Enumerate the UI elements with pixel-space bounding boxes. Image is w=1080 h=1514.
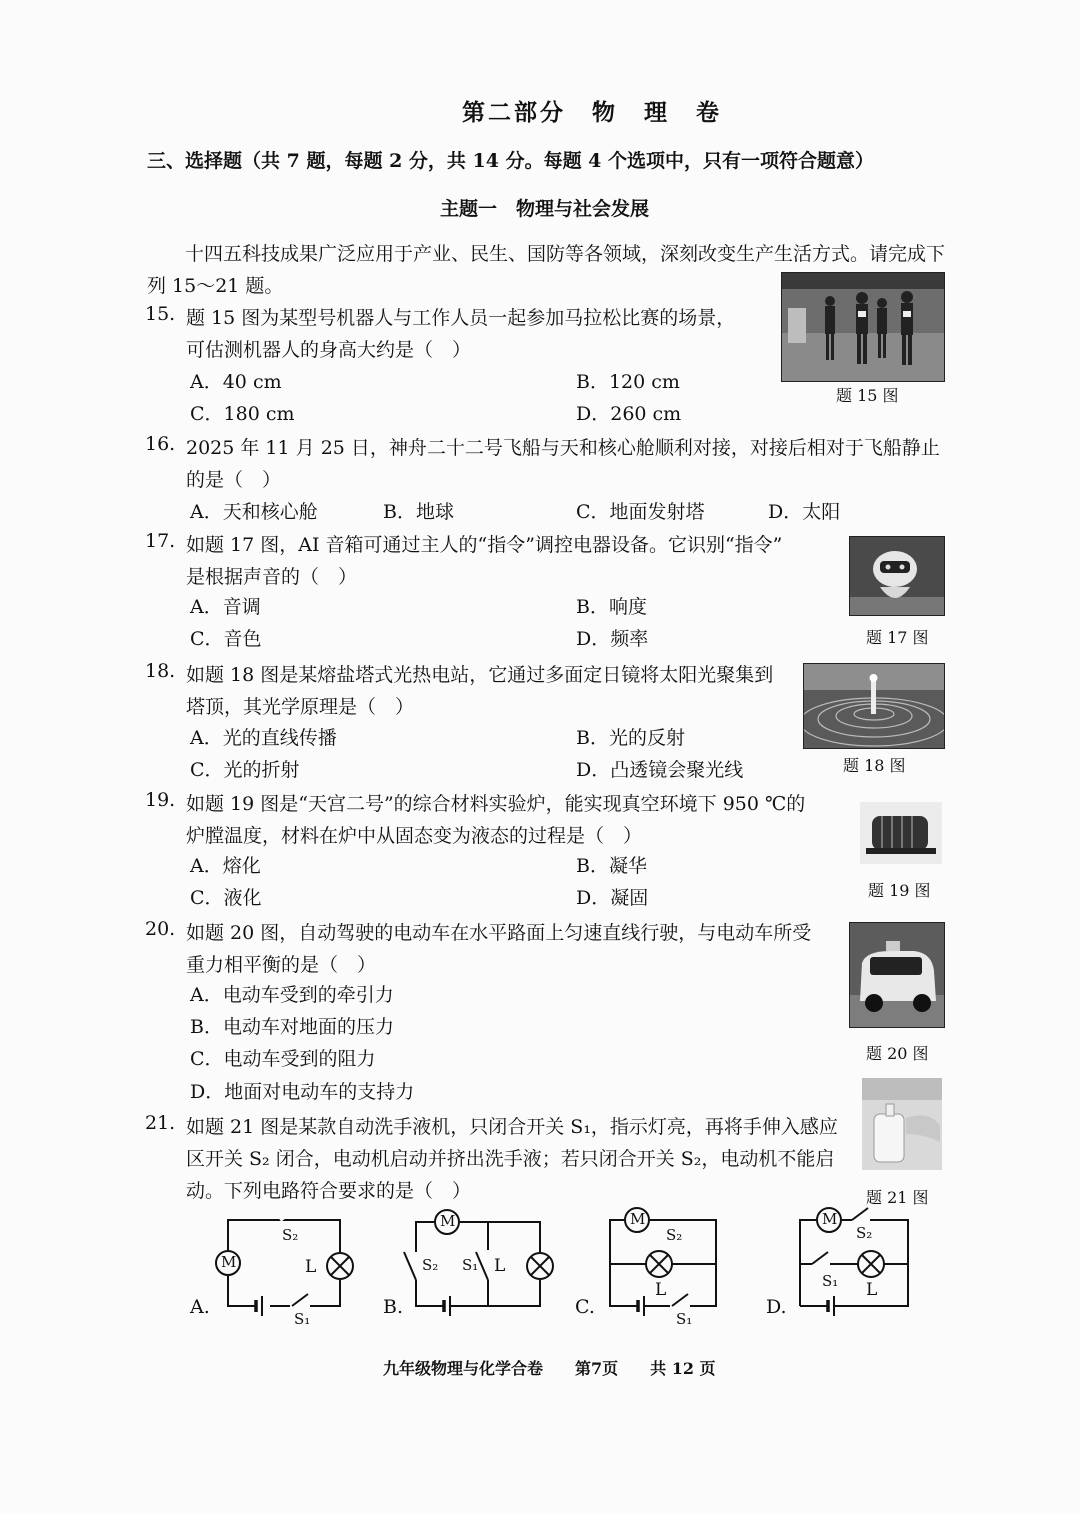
option-a: A．电动车受到的牵引力 <box>190 984 394 1006</box>
circuit-d <box>800 1208 908 1316</box>
figure-19-furnace-photo <box>860 802 942 864</box>
question-number: 21. <box>145 1112 176 1134</box>
page-footer: 九年级物理与化学合卷 第7页 共 12 页 <box>383 1359 716 1378</box>
option-c: C．音色 <box>190 628 262 650</box>
question-text: 的是（ ） <box>186 469 282 491</box>
question-text: 如题 21 图是某款自动洗手液机，只闭合开关 S₁，指示灯亮，再将手伸入感应 <box>186 1116 838 1138</box>
question-text: 如题 19 图是“天宫二号”的综合材料实验炉，能实现真空环境下 950 ℃的 <box>186 793 806 815</box>
circuit-b-s2-label: S₂ <box>422 1256 439 1274</box>
option-b: B．电动车对地面的压力 <box>190 1016 394 1038</box>
circuit-b-m-label: M <box>440 1212 456 1230</box>
circuit-c-s2-label: S₂ <box>666 1226 683 1244</box>
figure-caption: 题 19 图 <box>868 881 931 900</box>
part-title: 第二部分 物 理 卷 <box>462 99 722 126</box>
question-number: 18. <box>145 660 176 682</box>
question-text: 动。下列电路符合要求的是（ ） <box>186 1180 472 1202</box>
option-d: D．凸透镜会聚光线 <box>576 759 744 781</box>
option-d: D．260 cm <box>576 403 682 425</box>
circuit-a-m-label: M <box>221 1253 237 1271</box>
figure-18-solar-tower-photo <box>803 663 945 749</box>
option-a: A．40 cm <box>190 371 282 393</box>
question-number: 15. <box>145 303 176 325</box>
option-b: B. <box>383 1296 404 1318</box>
circuit-c-s1-label: S₁ <box>676 1310 693 1328</box>
question-number: 17. <box>145 530 176 552</box>
question-text: 可估测机器人的身高大约是（ ） <box>186 339 472 361</box>
circuit-diagrams <box>0 1200 1080 1330</box>
circuit-d-s1-label: S₁ <box>822 1272 839 1290</box>
circuit-d-s2-label: S₂ <box>856 1224 873 1242</box>
option-c: C．液化 <box>190 887 262 909</box>
option-d: D．太阳 <box>768 501 841 523</box>
intro-line-1: 十四五科技成果广泛应用于产业、民生、国防等各领域，深刻改变生产生活方式。请完成下 <box>185 243 946 265</box>
option-a: A．光的直线传播 <box>190 727 337 749</box>
question-text: 塔顶，其光学原理是（ ） <box>186 696 415 718</box>
circuit-d-m-label: M <box>822 1210 838 1228</box>
figure-15-marathon-photo <box>781 272 945 382</box>
option-a: A．天和核心舱 <box>190 501 318 523</box>
circuit-c-l-label: L <box>655 1280 667 1300</box>
theme-heading: 主题一 物理与社会发展 <box>440 198 650 220</box>
option-b: B．光的反射 <box>576 727 685 749</box>
option-c: C．光的折射 <box>190 759 300 781</box>
circuit-c-m-label: M <box>630 1210 646 1228</box>
question-text: 如题 17 图，AI 音箱可通过主人的“指令”调控电器设备。它识别“指令” <box>186 534 783 556</box>
question-text: 2025 年 11 月 25 日，神舟二十二号飞船与天和核心舱顺利对接，对接后相对于飞船静止 <box>186 437 940 459</box>
circuit-b-l-label: L <box>494 1256 506 1276</box>
question-text: 是根据声音的（ ） <box>186 566 358 588</box>
option-a: A. <box>190 1296 210 1318</box>
question-text: 区开关 S₂ 闭合，电动机启动并挤出洗手液；若只闭合开关 S₂，电动机不能启 <box>186 1148 835 1170</box>
option-a: A．熔化 <box>190 855 261 877</box>
question-number: 20. <box>145 918 176 940</box>
figure-21-soap-dispenser-photo <box>862 1078 942 1170</box>
option-d: D．凝固 <box>576 887 649 909</box>
question-text: 炉膛温度，材料在炉中从固态变为液态的过程是（ ） <box>186 825 643 847</box>
option-b: B．凝华 <box>576 855 647 877</box>
option-c: C．电动车受到的阻力 <box>190 1048 376 1070</box>
circuit-a <box>216 1208 353 1316</box>
intro-line-2: 列 15～21 题。 <box>147 275 284 297</box>
question-number: 19. <box>145 789 176 811</box>
question-text: 如题 18 图是某熔盐塔式光热电站，它通过多面定日镜将太阳光聚集到 <box>186 664 774 686</box>
circuit-a-s2-label: S₂ <box>282 1226 299 1244</box>
option-d: D. <box>766 1296 787 1318</box>
circuit-a-l-label: L <box>305 1257 317 1277</box>
circuit-a-s1-label: S₁ <box>294 1310 311 1328</box>
question-text: 重力相平衡的是（ ） <box>186 954 377 976</box>
option-c: C．180 cm <box>190 403 295 425</box>
figure-20-autonomous-car-photo <box>849 922 945 1028</box>
question-number: 16. <box>145 433 176 455</box>
figure-caption: 题 18 图 <box>843 756 906 775</box>
figure-caption: 题 15 图 <box>836 386 899 405</box>
option-b: B．响度 <box>576 596 647 618</box>
figure-caption: 题 17 图 <box>866 628 929 647</box>
option-a: A．音调 <box>190 596 261 618</box>
option-b: B．地球 <box>383 501 454 523</box>
figure-caption: 题 20 图 <box>866 1044 929 1063</box>
circuit-b-s1-label: S₁ <box>462 1256 479 1274</box>
section-heading: 三、选择题（共 7 题，每题 2 分，共 14 分。每题 4 个选项中，只有一项符合题意） <box>147 150 875 172</box>
option-d: D．地面对电动车的支持力 <box>190 1081 415 1103</box>
option-d: D．频率 <box>576 628 649 650</box>
option-b: B．120 cm <box>576 371 680 393</box>
question-text: 题 15 图为某型号机器人与工作人员一起参加马拉松比赛的场景， <box>186 307 736 329</box>
figure-17-ai-speaker-photo <box>849 536 945 616</box>
figure-caption: 题 21 图 <box>866 1188 929 1207</box>
question-text: 如题 20 图，自动驾驶的电动车在水平路面上匀速直线行驶，与电动车所受 <box>186 922 812 944</box>
option-c: C．地面发射塔 <box>576 501 705 523</box>
circuit-d-l-label: L <box>866 1280 878 1300</box>
option-c: C. <box>575 1296 595 1318</box>
